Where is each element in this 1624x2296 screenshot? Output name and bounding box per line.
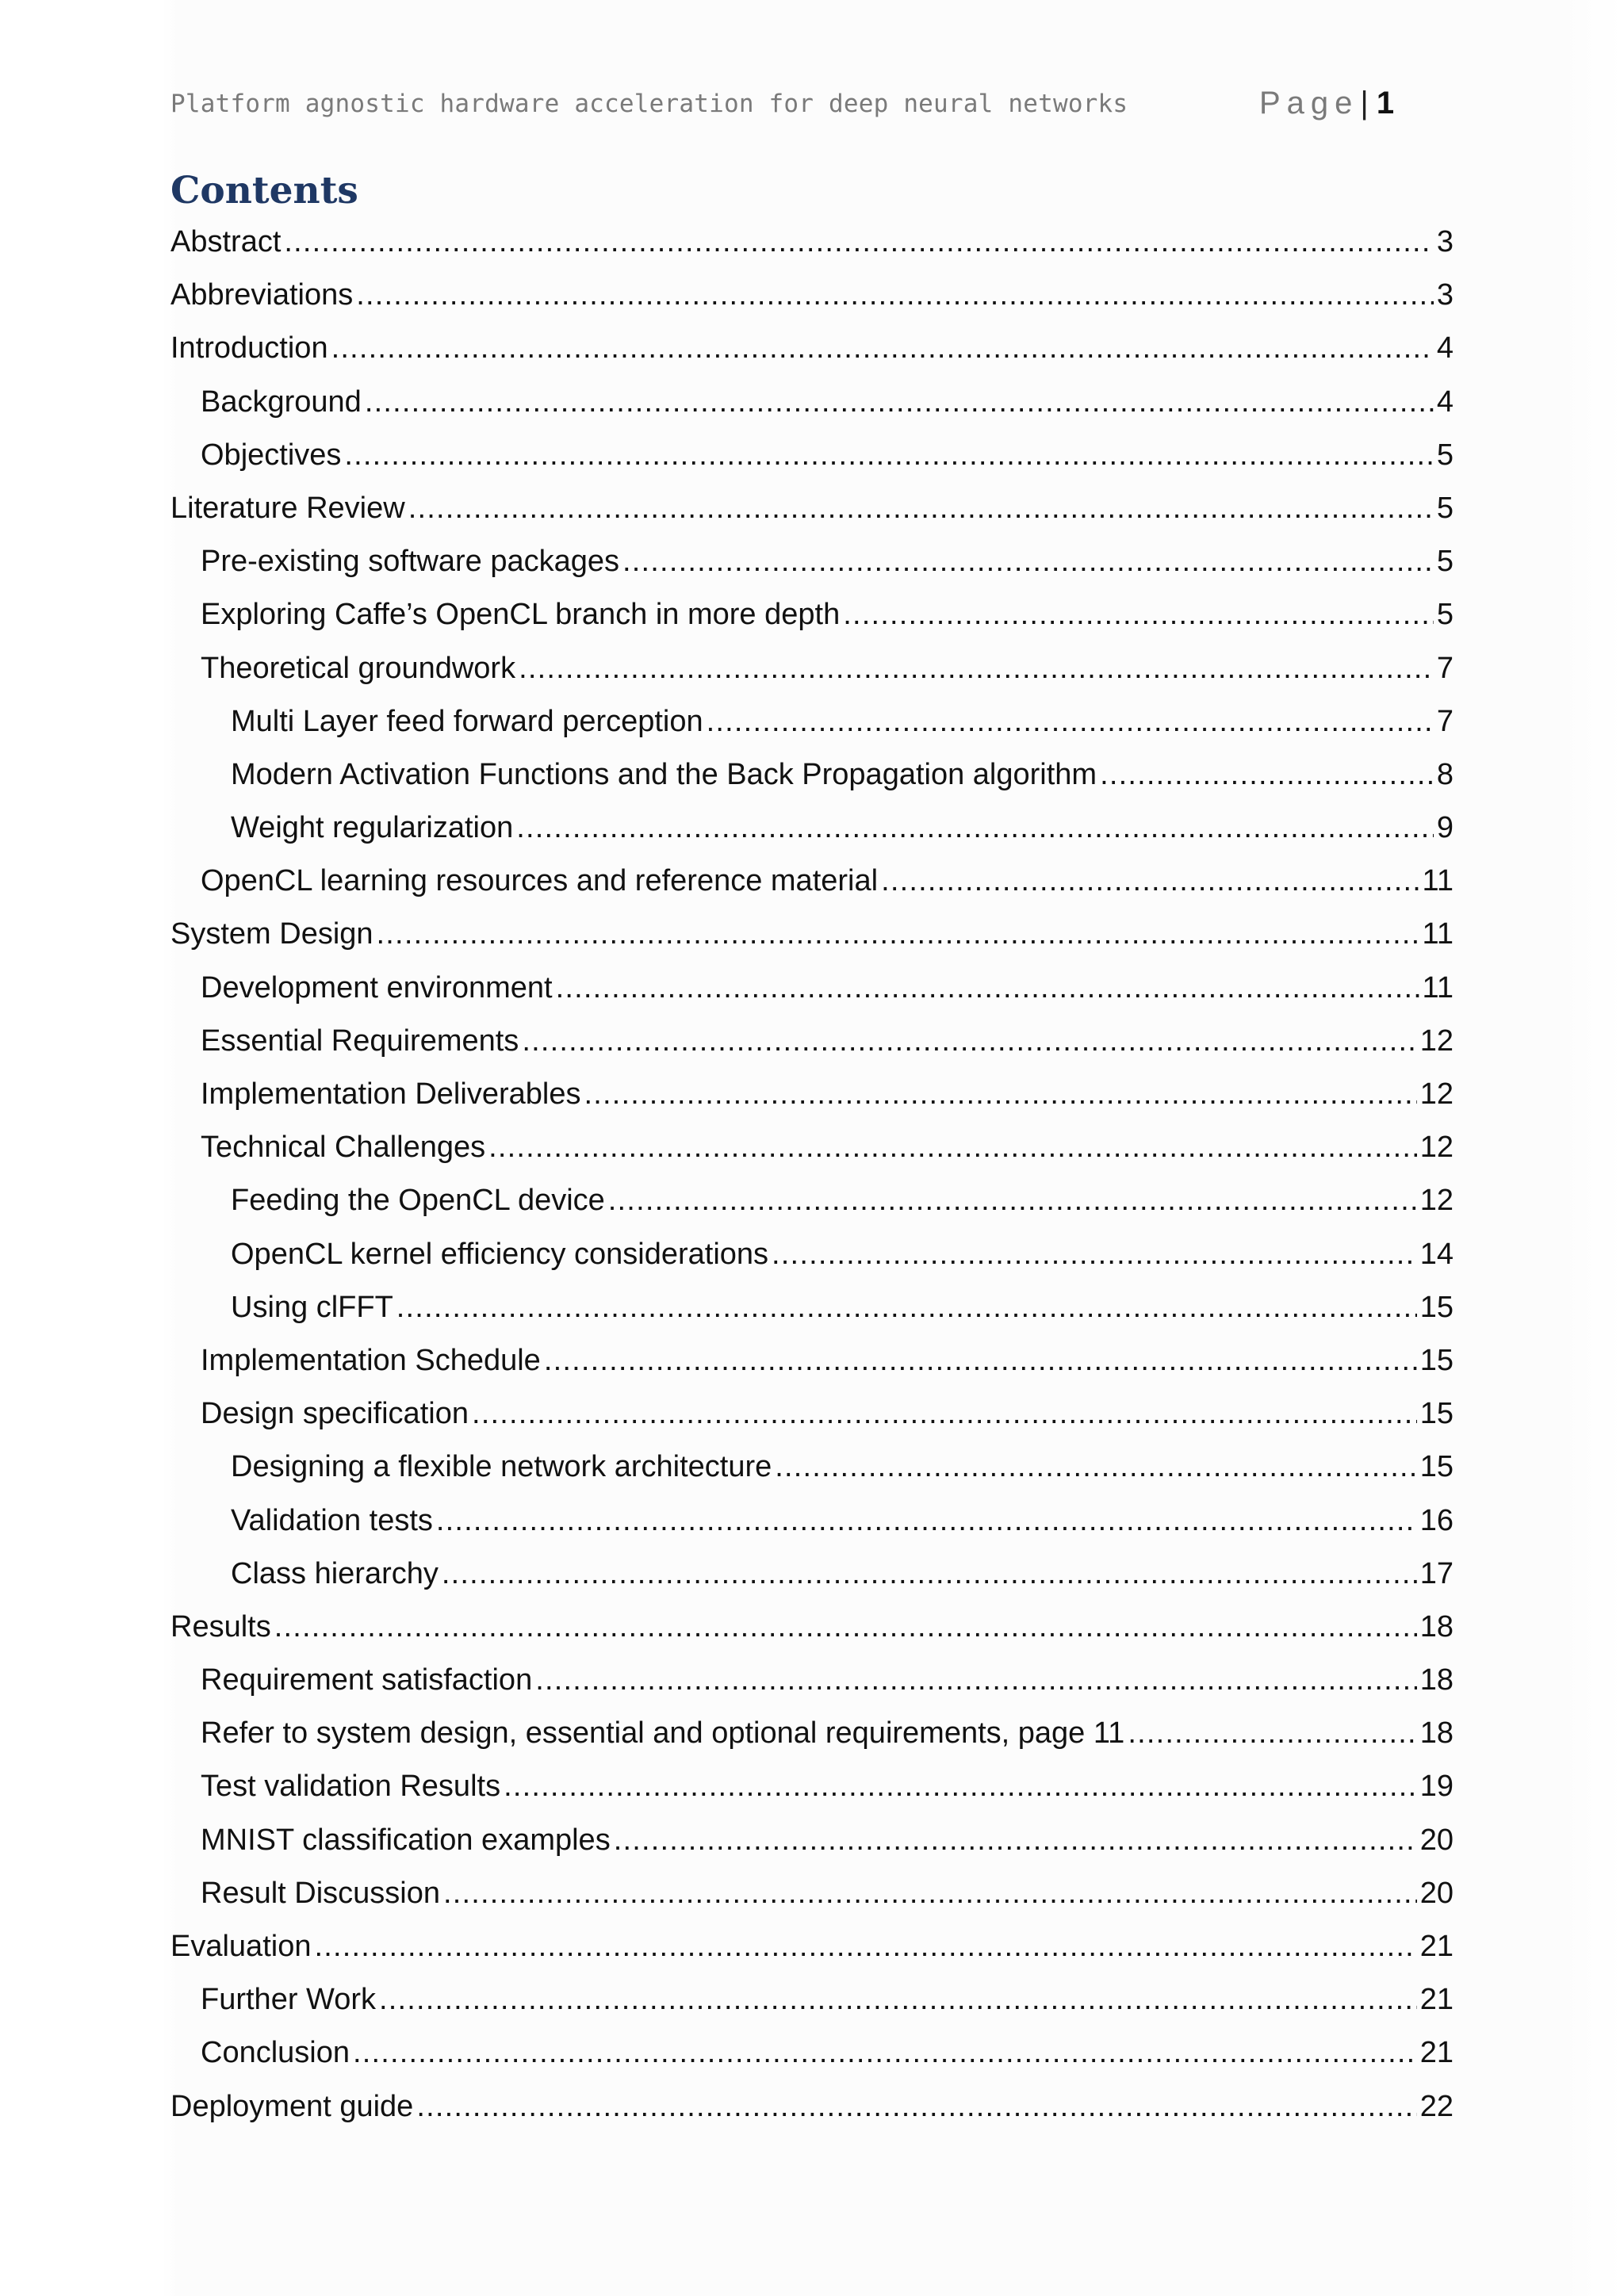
toc-entry[interactable] [170,802,1454,855]
toc-entry-page-number[interactable]: 5 [1436,438,1454,472]
page-number: 1 [1376,86,1395,121]
toc-dot-leader [1100,748,1434,802]
toc-dot-leader [707,695,1434,748]
toc-entry[interactable] [170,1707,1454,1760]
toc-dot-leader [331,322,1434,375]
toc-entry[interactable] [170,1334,1454,1387]
toc-entry[interactable] [170,1441,1454,1494]
toc-entry-title[interactable]: MNIST classification examples [201,1823,611,1857]
toc-entry-page-number[interactable]: 12 [1419,1184,1454,1218]
toc-dot-leader [356,269,1434,322]
toc-entry-title[interactable]: Implementation Deliverables [201,1077,581,1111]
toc-dot-leader [535,1654,1417,1707]
toc-entry-page-number[interactable]: 18 [1419,1609,1454,1644]
toc-entry-page-number[interactable]: 12 [1419,1024,1454,1058]
toc-entry[interactable] [170,269,1454,322]
toc-entry-page-number[interactable]: 22 [1419,2089,1454,2123]
toc-entry[interactable] [170,376,1454,429]
toc-entry-title[interactable]: Designing a flexible network architecture [231,1450,772,1484]
toc-entry-page-number[interactable]: 3 [1436,278,1454,312]
toc-entry[interactable] [170,1281,1454,1334]
toc-entry-title[interactable]: Conclusion [201,2036,350,2070]
page-number-header [1259,86,1394,121]
toc-dot-leader [614,1814,1417,1867]
toc-entry-page-number[interactable]: 15 [1419,1450,1454,1484]
table-of-contents [170,216,1454,2133]
toc-entry[interactable] [170,1814,1454,1867]
toc-dot-leader [284,216,1433,269]
toc-entry[interactable] [170,2026,1454,2080]
toc-entry[interactable] [170,1548,1454,1601]
toc-entry[interactable] [170,695,1454,748]
toc-entry[interactable] [170,535,1454,588]
toc-entry-title[interactable]: System Design [170,917,373,951]
toc-dot-leader [881,855,1419,908]
toc-entry[interactable] [170,748,1454,802]
toc-entry-title[interactable]: Refer to system design, essential and optional requirements, page 11 [201,1716,1125,1751]
toc-entry-title[interactable]: OpenCL kernel efficiency considerations [231,1237,769,1271]
toc-entry-title[interactable]: Technical Challenges [201,1131,486,1165]
contents-heading: Contents [170,169,358,212]
toc-entry-page-number[interactable]: 7 [1436,651,1454,685]
toc-entry-page-number[interactable]: 3 [1436,225,1454,258]
toc-entry[interactable] [170,216,1454,269]
toc-entry-page-number[interactable]: 18 [1419,1663,1454,1697]
toc-entry-title[interactable]: Using clFFT [231,1290,393,1324]
toc-entry-page-number[interactable]: 15 [1419,1290,1454,1324]
toc-entry-title[interactable]: Introduction [170,331,328,365]
toc-entry[interactable] [170,482,1454,535]
toc-entry-page-number[interactable]: 14 [1419,1237,1454,1271]
toc-entry-page-number[interactable]: 16 [1419,1503,1454,1537]
toc-dot-leader [353,2026,1417,2080]
toc-entry-page-number[interactable]: 20 [1419,1823,1454,1857]
toc-entry-page-number[interactable]: 12 [1419,1077,1454,1111]
toc-dot-leader [443,1867,1417,1920]
toc-entry-title[interactable]: Test validation Results [201,1770,501,1804]
toc-entry[interactable] [170,2080,1454,2133]
toc-dot-leader [608,1174,1417,1227]
toc-entry-page-number[interactable]: 15 [1419,1343,1454,1377]
toc-entry-title[interactable]: Development environment [201,970,553,1004]
toc-dot-leader [556,962,1419,1015]
toc-dot-leader [622,535,1434,588]
toc-dot-leader [396,1281,1417,1334]
toc-dot-leader [772,1228,1417,1281]
toc-entry[interactable] [170,1601,1454,1654]
toc-entry-title[interactable]: Validation tests [231,1503,433,1537]
toc-dot-leader [1128,1707,1416,1760]
toc-entry-page-number[interactable]: 4 [1436,385,1454,419]
toc-dot-leader [472,1387,1417,1441]
toc-entry-page-number[interactable]: 20 [1419,1876,1454,1910]
toc-entry[interactable] [170,429,1454,482]
toc-entry-page-number[interactable]: 11 [1422,970,1454,1004]
toc-entry-title[interactable]: Abbreviations [170,278,354,312]
toc-dot-leader [365,376,1434,429]
toc-entry-page-number[interactable]: 11 [1422,917,1454,951]
toc-entry-page-number[interactable]: 7 [1436,704,1454,738]
toc-entry-page-number[interactable]: 11 [1422,864,1454,898]
toc-dot-leader [488,1121,1417,1174]
toc-entry-title[interactable]: Weight regularization [231,811,514,845]
toc-entry-title[interactable]: Class hierarchy [231,1556,439,1590]
toc-dot-leader [516,802,1434,855]
toc-dot-leader [379,1973,1417,2026]
toc-entry-page-number[interactable]: 15 [1419,1397,1454,1431]
toc-entry[interactable] [170,1760,1454,1813]
toc-entry[interactable] [170,322,1454,375]
toc-entry-page-number[interactable]: 5 [1436,598,1454,632]
toc-entry[interactable] [170,1867,1454,1920]
toc-entry[interactable] [170,1920,1454,1973]
toc-entry-title[interactable]: Modern Activation Functions and the Back Propagation algorithm [231,757,1097,791]
toc-entry-title[interactable]: Literature Review [170,491,405,525]
toc-entry[interactable] [170,855,1454,908]
toc-entry[interactable] [170,908,1454,961]
toc-dot-leader [442,1548,1417,1601]
toc-entry[interactable] [170,1121,1454,1174]
toc-entry[interactable] [170,1228,1454,1281]
toc-entry-title[interactable]: Result Discussion [201,1876,440,1910]
toc-entry-title[interactable]: Further Work [201,1983,377,2017]
toc-entry-page-number[interactable]: 17 [1419,1556,1454,1590]
toc-entry[interactable] [170,1015,1454,1068]
toc-entry-title[interactable]: OpenCL learning resources and reference material [201,864,879,898]
toc-entry-title[interactable]: Essential Requirements [201,1024,519,1058]
toc-entry[interactable] [170,1387,1454,1441]
toc-dot-leader [584,1068,1416,1121]
toc-entry-page-number[interactable]: 21 [1419,1983,1454,2017]
toc-dot-leader [314,1920,1416,1973]
toc-dot-leader [344,429,1433,482]
toc-entry-page-number[interactable]: 18 [1419,1716,1454,1751]
toc-entry[interactable] [170,962,1454,1015]
toc-dot-leader [436,1494,1417,1548]
toc-entry-title[interactable]: Background [201,385,362,419]
toc-entry-page-number[interactable]: 9 [1436,811,1454,845]
toc-entry-title[interactable]: Exploring Caffe’s OpenCL branch in more depth [201,598,841,632]
toc-entry-title[interactable]: Results [170,1609,271,1644]
toc-entry[interactable] [170,1174,1454,1227]
toc-dot-leader [408,482,1434,535]
toc-entry[interactable] [170,642,1454,695]
toc-dot-leader [775,1441,1416,1494]
page-separator: | [1360,86,1369,121]
toc-dot-leader [544,1334,1417,1387]
toc-dot-leader [522,1015,1416,1068]
toc-entry[interactable] [170,1973,1454,2026]
toc-entry-page-number[interactable]: 21 [1419,1930,1454,1963]
toc-entry-page-number[interactable]: 12 [1419,1131,1454,1165]
toc-entry-title[interactable]: Objectives [201,438,342,472]
toc-entry-title[interactable]: Pre-existing software packages [201,545,620,579]
toc-dot-leader [519,642,1434,695]
toc-entry[interactable] [170,1654,1454,1707]
toc-dot-leader [843,588,1434,641]
toc-entry-title[interactable]: Requirement satisfaction [201,1663,533,1697]
toc-dot-leader [416,2080,1416,2133]
toc-entry-title[interactable]: Theoretical groundwork [201,651,516,685]
toc-entry-page-number[interactable]: 8 [1436,757,1454,791]
page-label: Page [1259,86,1359,121]
toc-entry-page-number[interactable]: 21 [1419,2036,1454,2070]
toc-entry-title[interactable]: Design specification [201,1397,469,1431]
toc-entry-title[interactable]: Evaluation [170,1930,312,1963]
toc-dot-leader [274,1601,1417,1654]
toc-entry[interactable] [170,1068,1454,1121]
toc-entry-title[interactable]: Multi Layer feed forward perception [231,704,703,738]
toc-entry-title[interactable]: Abstract [170,225,282,258]
toc-entry-page-number[interactable]: 4 [1436,331,1454,365]
running-header-title: Platform agnostic hardware acceleration for deep neural networks [170,90,1128,118]
toc-entry-title[interactable]: Deployment guide [170,2089,414,2123]
toc-entry[interactable] [170,588,1454,641]
toc-dot-leader [504,1760,1417,1813]
toc-entry-page-number[interactable]: 5 [1436,491,1454,525]
toc-entry-title[interactable]: Feeding the OpenCL device [231,1184,605,1218]
toc-entry-page-number[interactable]: 19 [1419,1770,1454,1804]
toc-entry[interactable] [170,1494,1454,1548]
toc-dot-leader [377,908,1419,961]
toc-entry-page-number[interactable]: 5 [1436,545,1454,579]
toc-entry-title[interactable]: Implementation Schedule [201,1343,541,1377]
